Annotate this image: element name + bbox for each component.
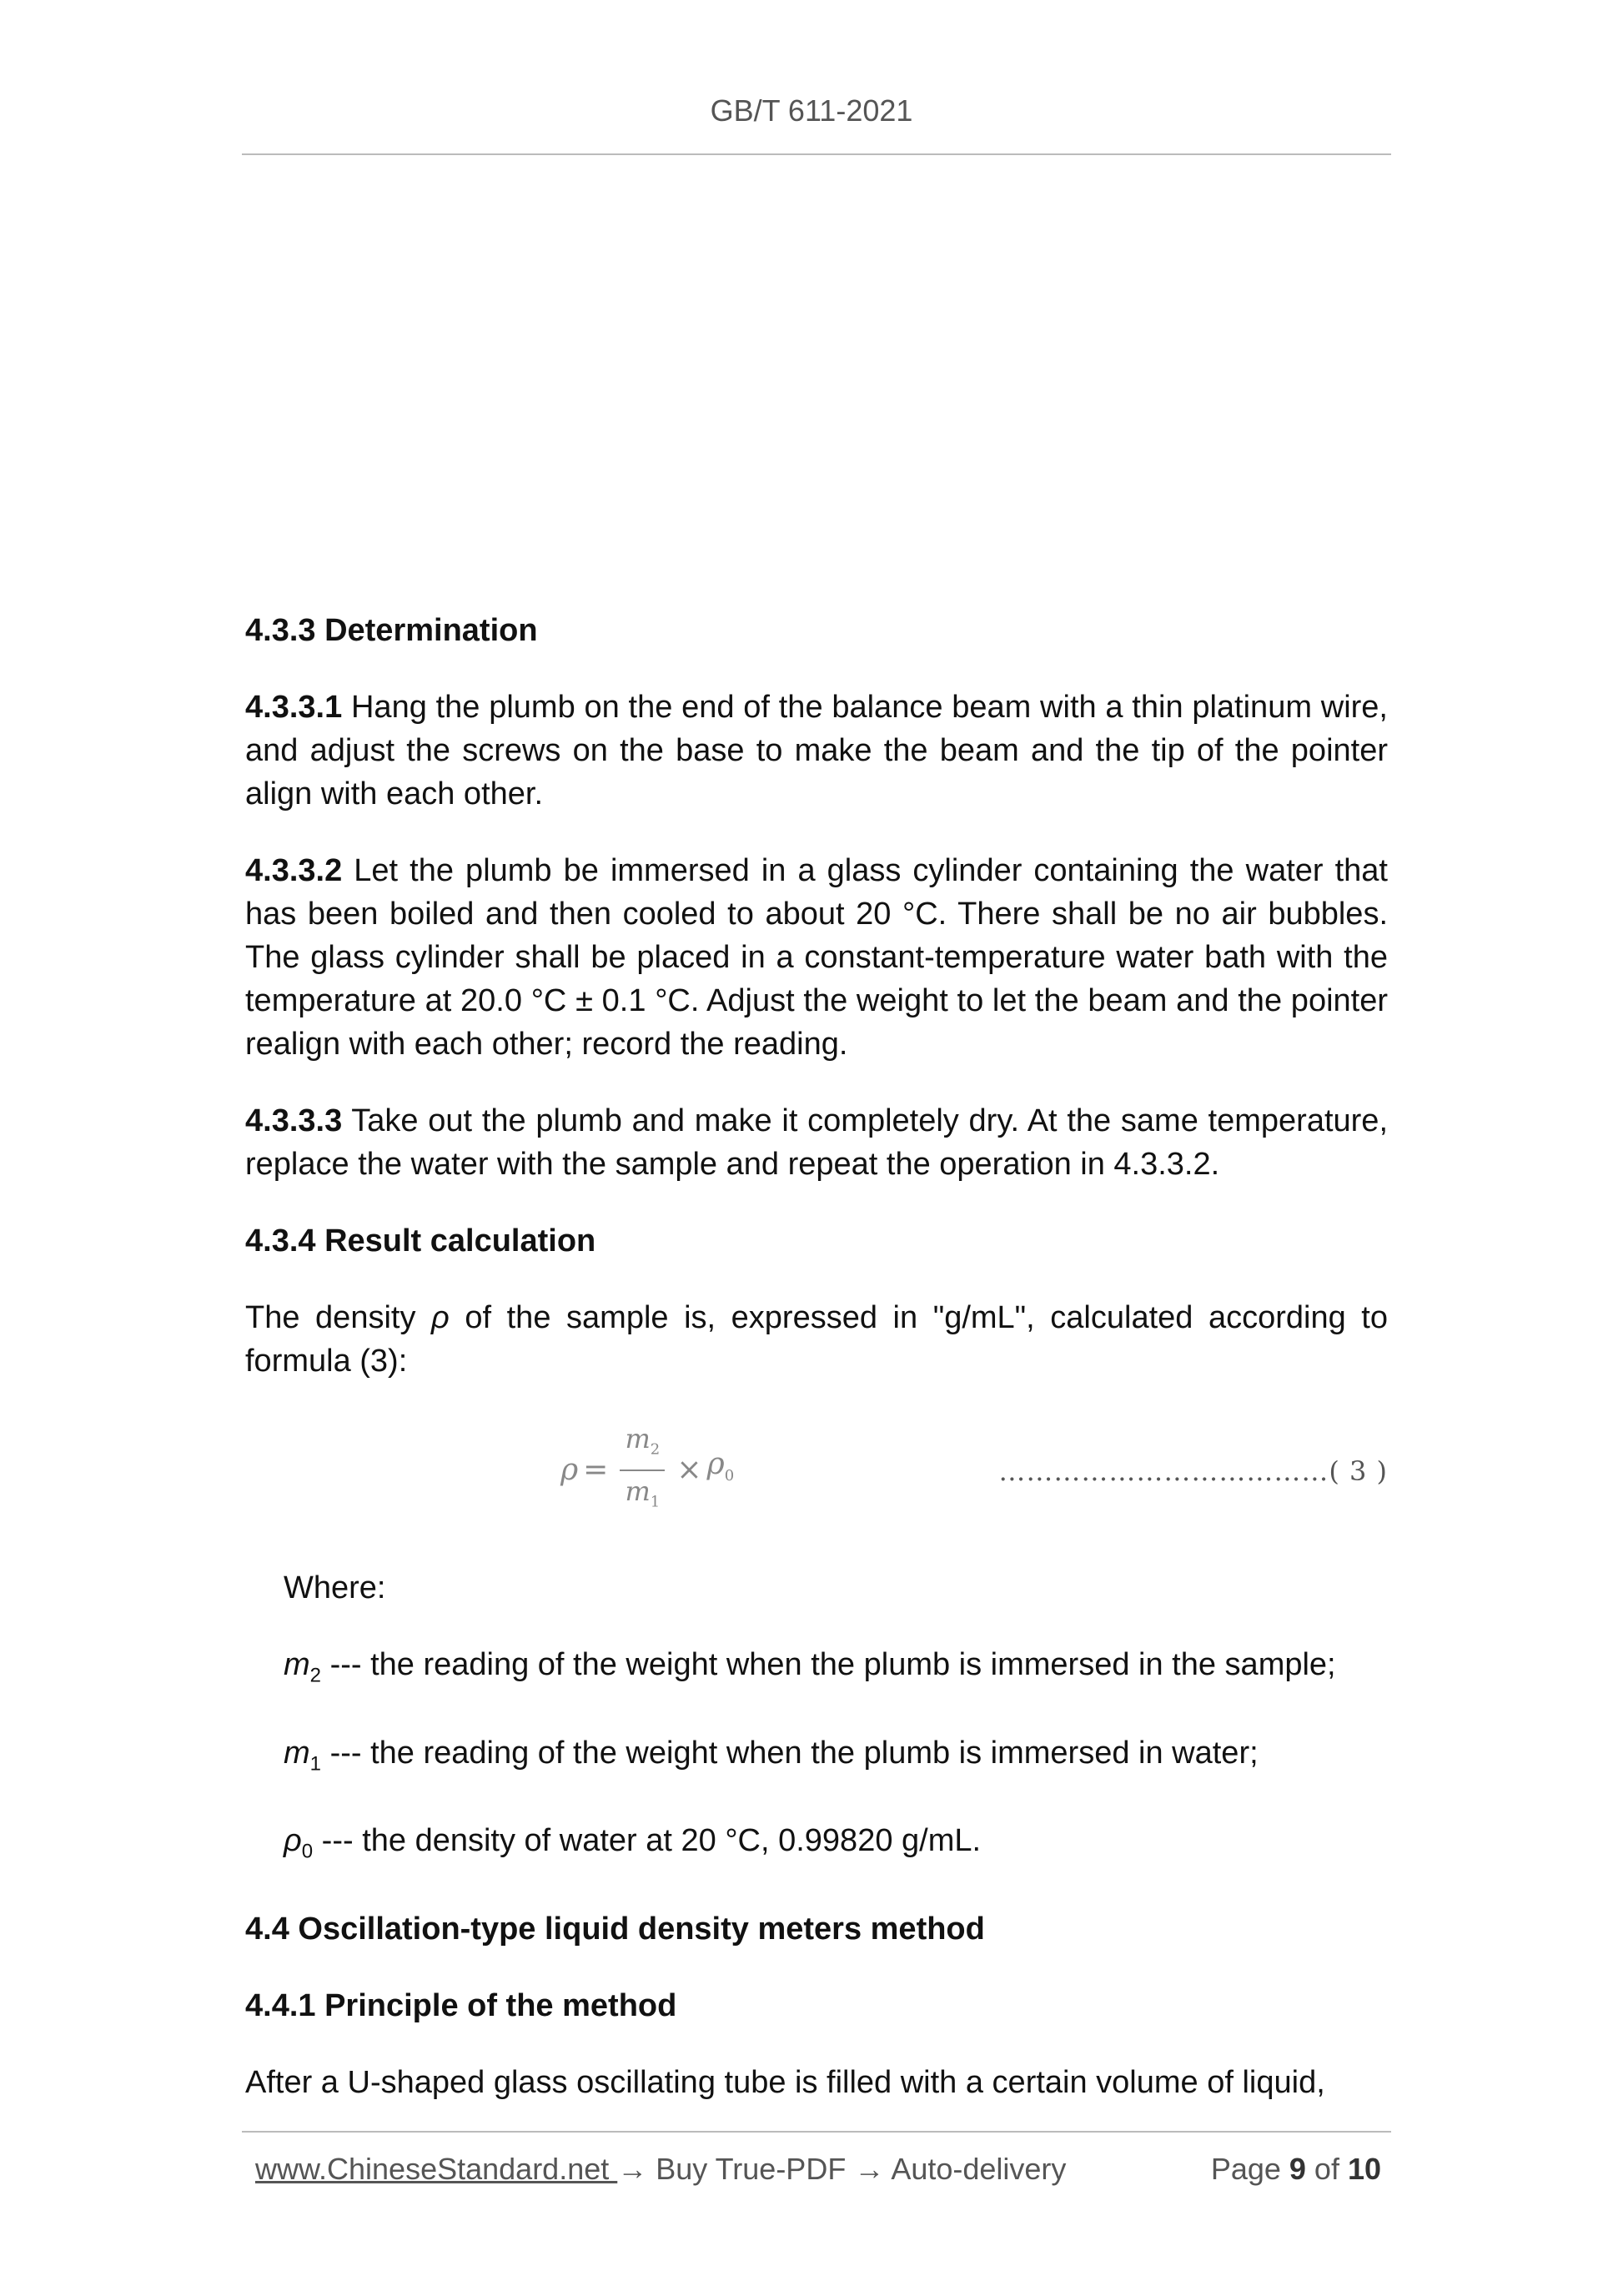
section-heading-4-3-4: 4.3.4 Result calculation bbox=[245, 1223, 596, 1259]
page-header bbox=[0, 93, 1623, 128]
fraction-bar bbox=[620, 1470, 665, 1471]
auto-delivery-text: Auto-delivery bbox=[884, 2152, 1067, 2186]
paragraph-4-3-3-3 bbox=[245, 1099, 1388, 1186]
website-link[interactable]: www.ChineseStandard.net bbox=[255, 2152, 618, 2186]
definition-m2: $m_2$ --- the reading of the weight when the plumb is immersed in the sample; bbox=[284, 1647, 1336, 1687]
paragraph-density-intro: The density ρ of the sample is, expressed in "g/mL", calculated according to formula (3): bbox=[245, 1300, 1389, 1379]
document-body bbox=[245, 609, 1388, 2138]
formula-lhs: ρ bbox=[560, 1453, 579, 1487]
section-heading-4-4: 4.4 Oscillation-type liquid density meters method bbox=[245, 1911, 985, 1947]
formula-equals: = bbox=[583, 1453, 609, 1487]
section-heading-4-3-3: 4.3.3 Determination bbox=[245, 613, 538, 648]
clause-number: 4.3.3.1 bbox=[245, 690, 343, 725]
clause-number: 4.3.3.2 bbox=[245, 853, 343, 888]
where-label: Where: bbox=[284, 1570, 386, 1605]
formula-3 bbox=[245, 1416, 1388, 1533]
clause-number: 4.3.3.3 bbox=[245, 1103, 343, 1138]
document-code: GB/T 611-2021 bbox=[710, 93, 913, 128]
fraction-numerator: $m_2$ bbox=[625, 1422, 661, 1458]
clause-text: Take out the plumb and make it completely dry. At the same temperature, replace the water with the sample and repeat the operation in 4.3.3.2. bbox=[245, 1103, 1388, 1182]
formula-rho0: $\rho_0$ bbox=[706, 1446, 735, 1485]
arrow-right-icon: → bbox=[617, 2152, 648, 2186]
arrow-right-icon: → bbox=[854, 2152, 885, 2186]
clause-text: Let the plumb be immersed in a glass cylinder containing the water that has been boiled and then cooled to about 20 °C. There shall be no air bubbles. The glass cylinder shall be placed in a constant-temperature water bath with the temperature at 20.0 °C ± 0.1 °C. Adjust the weight to let the beam and the pointer realign with each other; record the reading. bbox=[245, 853, 1388, 1062]
total-pages: 10 bbox=[1347, 2152, 1381, 2186]
footer-divider bbox=[242, 2131, 1391, 2133]
formula-fraction bbox=[620, 1420, 665, 1521]
buy-pdf-text: Buy True-PDF bbox=[647, 2152, 855, 2186]
formula-expression bbox=[560, 1416, 734, 1525]
paragraph-4-3-3-1 bbox=[245, 686, 1388, 816]
page-footer bbox=[255, 2152, 1381, 2187]
clause-text: Hang the plumb on the end of the balance beam with a thin platinum wire, and adjust the screws on the base to make the beam and the tip of the pointer align with each other. bbox=[245, 690, 1388, 811]
paragraph-4-3-3-2 bbox=[245, 849, 1388, 1066]
formula-times: × bbox=[676, 1453, 702, 1487]
fraction-denominator: $m_1$ bbox=[625, 1475, 661, 1511]
rho-symbol: ρ bbox=[431, 1300, 450, 1335]
section-heading-4-4-1: 4.4.1 Principle of the method bbox=[245, 1987, 677, 2023]
definition-rho0: $\rho_0$ --- the density of water at 20 °C, 0.99820 g/mL. bbox=[284, 1823, 982, 1863]
equation-number: ………………………………( 3 ) bbox=[998, 1455, 1388, 1487]
definition-m1: $m_1$ --- the reading of the weight when the plumb is immersed in water; bbox=[284, 1735, 1259, 1776]
paragraph-4-4-1: After a U-shaped glass oscillating tube is filled with a certain volume of liquid, bbox=[245, 2064, 1325, 2100]
page-indicator: Page 9 of 10 bbox=[1210, 2152, 1381, 2186]
header-divider bbox=[242, 153, 1391, 155]
current-page: 9 bbox=[1289, 2152, 1306, 2186]
